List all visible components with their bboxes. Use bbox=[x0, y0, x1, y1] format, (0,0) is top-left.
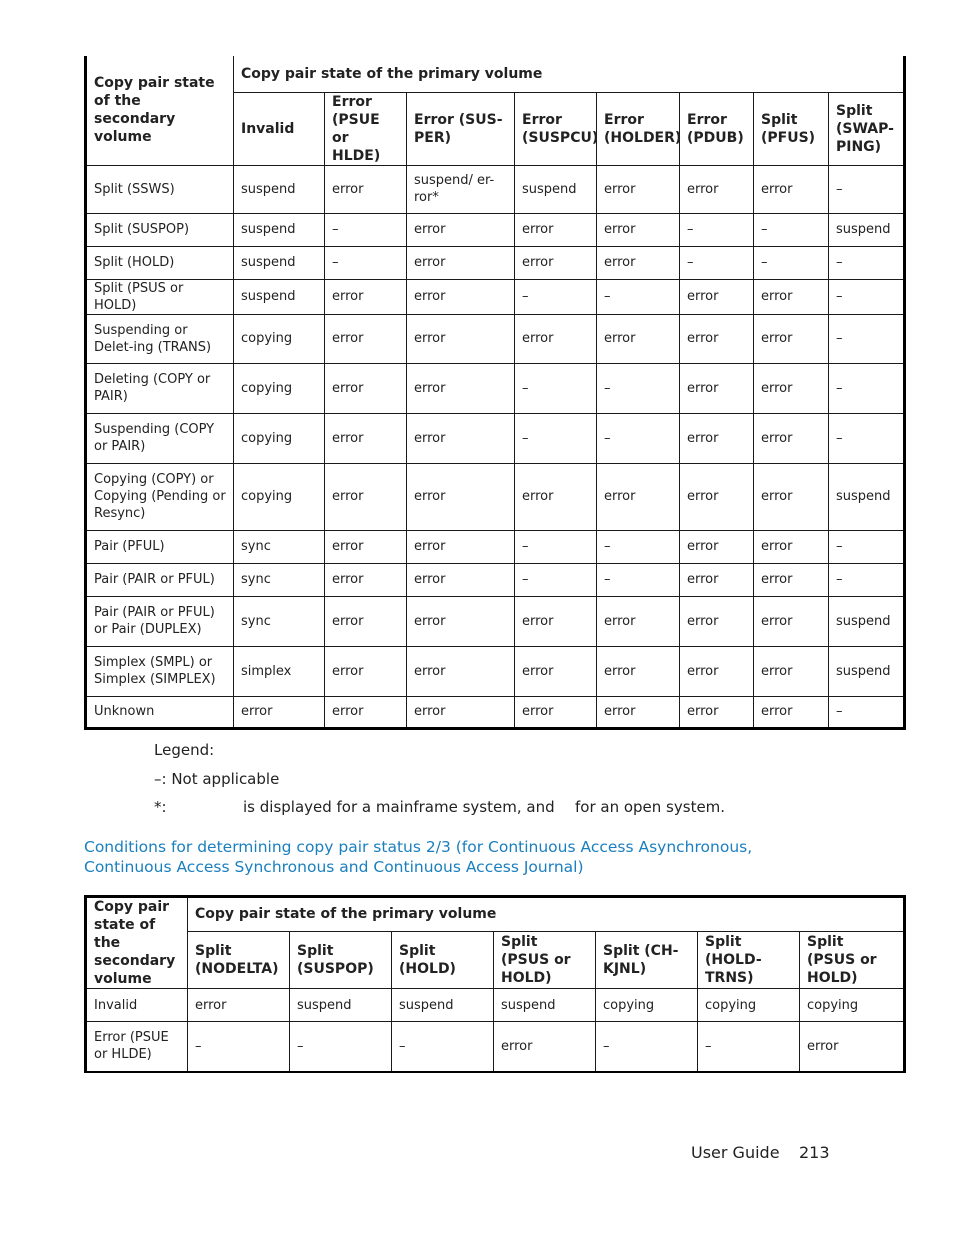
table-cell: error bbox=[754, 646, 829, 696]
column-header: Split (PSUS or HOLD) bbox=[800, 931, 905, 988]
table-cell: suspend bbox=[829, 596, 905, 646]
table-cell: – bbox=[515, 279, 597, 314]
column-header: Error (SUSPCU) bbox=[515, 92, 597, 165]
table-cell: suspend bbox=[515, 165, 597, 213]
row-label: Invalid bbox=[86, 989, 188, 1022]
table-cell: suspend bbox=[234, 213, 325, 246]
table-cell: error bbox=[680, 413, 754, 463]
table-cell: error bbox=[597, 246, 680, 279]
section-link[interactable]: Conditions for determining copy pair status 2/3 (for Continuous Access Asynchronous, Continuous Access Synchronous and Continuous Access Journal) bbox=[84, 838, 753, 876]
table-cell: error bbox=[754, 463, 829, 530]
table-row bbox=[86, 463, 905, 530]
table-cell: error bbox=[680, 563, 754, 596]
table-cell: error bbox=[680, 314, 754, 363]
table-cell: simplex bbox=[234, 646, 325, 696]
table-row bbox=[86, 363, 905, 413]
table-cell: – bbox=[597, 563, 680, 596]
column-header: Split (NODELTA) bbox=[188, 931, 290, 988]
table-cell: error bbox=[494, 1022, 596, 1072]
table-cell: error bbox=[407, 646, 515, 696]
secondary-volume-header: Copy pair state of the secondary volume bbox=[86, 56, 234, 165]
legend-star-prefix: *: bbox=[154, 798, 167, 816]
table-cell: error bbox=[597, 596, 680, 646]
secondary-volume-header: Copy pair state of the secondary volume bbox=[86, 897, 188, 989]
table-cell: error bbox=[680, 279, 754, 314]
table-cell: error bbox=[680, 530, 754, 563]
table-cell: – bbox=[290, 1022, 392, 1072]
column-header: Split (CH-KJNL) bbox=[596, 931, 698, 988]
page-number: 213 bbox=[799, 1143, 830, 1162]
table-cell: error bbox=[515, 596, 597, 646]
table-row bbox=[86, 530, 905, 563]
table-cell: error bbox=[680, 646, 754, 696]
row-label: Simplex (SMPL) or Simplex (SIMPLEX) bbox=[86, 646, 234, 696]
table-cell: suspend bbox=[392, 989, 494, 1022]
table-cell: error bbox=[188, 989, 290, 1022]
table-cell: error bbox=[325, 363, 407, 413]
table-cell: suspend bbox=[234, 165, 325, 213]
table-cell: suspend bbox=[234, 246, 325, 279]
table-cell: error bbox=[325, 463, 407, 530]
table-cell: suspend/ er-ror* bbox=[407, 165, 515, 213]
table-cell: copying bbox=[234, 363, 325, 413]
column-header: Split (SWAP-PING) bbox=[829, 92, 905, 165]
table-cell: error bbox=[515, 646, 597, 696]
table-cell: error bbox=[597, 213, 680, 246]
table-cell: error bbox=[754, 596, 829, 646]
table-cell: copying bbox=[698, 989, 800, 1022]
table-cell: error bbox=[407, 279, 515, 314]
table-row bbox=[86, 596, 905, 646]
table-cell: suspend bbox=[494, 989, 596, 1022]
table-cell: – bbox=[829, 563, 905, 596]
table-cell: error bbox=[680, 696, 754, 728]
table-cell: error bbox=[325, 696, 407, 728]
table-cell: error bbox=[754, 279, 829, 314]
table-cell: error bbox=[597, 314, 680, 363]
table-cell: error bbox=[680, 596, 754, 646]
table-cell: – bbox=[597, 530, 680, 563]
table-cell: error bbox=[515, 463, 597, 530]
table-cell: error bbox=[754, 363, 829, 413]
table-cell: – bbox=[829, 696, 905, 728]
table-cell: error bbox=[515, 314, 597, 363]
table-cell: error bbox=[597, 696, 680, 728]
column-header: Split (HOLD) bbox=[392, 931, 494, 988]
table-cell: error bbox=[234, 696, 325, 728]
table-cell: – bbox=[829, 363, 905, 413]
table-cell: error bbox=[800, 1022, 905, 1072]
table-cell: error bbox=[407, 563, 515, 596]
table-cell: sync bbox=[234, 596, 325, 646]
table-cell: error bbox=[515, 213, 597, 246]
primary-volume-group-header: Copy pair state of the primary volume bbox=[234, 56, 905, 92]
table-row bbox=[86, 246, 905, 279]
row-label: Unknown bbox=[86, 696, 234, 728]
table-row bbox=[86, 696, 905, 728]
row-label: Suspending or Delet-ing (TRANS) bbox=[86, 314, 234, 363]
table-cell: – bbox=[698, 1022, 800, 1072]
column-header: Split (HOLD-TRNS) bbox=[698, 931, 800, 988]
legend-not-applicable: –: Not applicable bbox=[154, 770, 280, 788]
table-cell: error bbox=[515, 246, 597, 279]
table-cell: error bbox=[325, 413, 407, 463]
table-cell: copying bbox=[234, 413, 325, 463]
table-cell: – bbox=[515, 530, 597, 563]
legend-star-text-open: for an open system. bbox=[575, 798, 726, 816]
table-cell: – bbox=[515, 563, 597, 596]
column-header: Split (PFUS) bbox=[754, 92, 829, 165]
table-cell: copying bbox=[234, 314, 325, 363]
table-cell: error bbox=[754, 696, 829, 728]
table-cell: error bbox=[325, 596, 407, 646]
table-cell: – bbox=[754, 246, 829, 279]
column-header: Error (PDUB) bbox=[680, 92, 754, 165]
table-cell: – bbox=[680, 246, 754, 279]
footer-label: User Guide bbox=[691, 1143, 780, 1162]
row-label: Error (PSUE or HLDE) bbox=[86, 1022, 188, 1072]
table-cell: – bbox=[829, 165, 905, 213]
table-cell: error bbox=[407, 463, 515, 530]
column-header: Error (HOLDER) bbox=[597, 92, 680, 165]
table-cell: error bbox=[407, 696, 515, 728]
column-header: Error (SUS-PER) bbox=[407, 92, 515, 165]
primary-secondary-state-table-2 bbox=[84, 895, 906, 1073]
row-label: Copying (COPY) or Copying (Pending or Resync) bbox=[86, 463, 234, 530]
table-cell: suspend bbox=[234, 279, 325, 314]
table-cell: copying bbox=[800, 989, 905, 1022]
table-cell: suspend bbox=[829, 463, 905, 530]
table-cell: – bbox=[829, 279, 905, 314]
table-cell: error bbox=[754, 530, 829, 563]
table-cell: error bbox=[407, 213, 515, 246]
table-cell: error bbox=[407, 314, 515, 363]
row-label: Deleting (COPY or PAIR) bbox=[86, 363, 234, 413]
column-header: Error (PSUE or HLDE) bbox=[325, 92, 407, 165]
table-cell: suspend bbox=[829, 213, 905, 246]
primary-secondary-state-table-1 bbox=[84, 56, 906, 730]
row-label: Pair (PAIR or PFUL) bbox=[86, 563, 234, 596]
table-cell: error bbox=[325, 530, 407, 563]
table-cell: – bbox=[754, 213, 829, 246]
table-cell: copying bbox=[596, 989, 698, 1022]
table-cell: error bbox=[680, 165, 754, 213]
table-cell: suspend bbox=[829, 646, 905, 696]
table-row bbox=[86, 165, 905, 213]
table-cell: – bbox=[392, 1022, 494, 1072]
table-cell: error bbox=[754, 165, 829, 213]
table-cell: – bbox=[515, 413, 597, 463]
table-row bbox=[86, 989, 905, 1022]
table-cell: copying bbox=[234, 463, 325, 530]
table-cell: error bbox=[325, 314, 407, 363]
table-cell: – bbox=[597, 279, 680, 314]
column-header: Invalid bbox=[234, 92, 325, 165]
row-label: Split (SUSPOP) bbox=[86, 213, 234, 246]
table-cell: – bbox=[596, 1022, 698, 1072]
table-cell: error bbox=[407, 246, 515, 279]
table-cell: – bbox=[325, 246, 407, 279]
table-cell: error bbox=[407, 413, 515, 463]
table-cell: – bbox=[597, 413, 680, 463]
table-cell: error bbox=[325, 563, 407, 596]
primary-volume-group-header: Copy pair state of the primary volume bbox=[188, 897, 905, 932]
table-cell: – bbox=[325, 213, 407, 246]
column-header: Split (SUSPOP) bbox=[290, 931, 392, 988]
table-cell: error bbox=[325, 165, 407, 213]
table-cell: error bbox=[407, 363, 515, 413]
table-cell: error bbox=[680, 463, 754, 530]
table-cell: – bbox=[829, 314, 905, 363]
table-cell: – bbox=[597, 363, 680, 413]
table-cell: – bbox=[829, 413, 905, 463]
table-cell: sync bbox=[234, 530, 325, 563]
table-cell: suspend bbox=[290, 989, 392, 1022]
table-row bbox=[86, 314, 905, 363]
table-cell: error bbox=[597, 165, 680, 213]
row-label: Split (PSUS or HOLD) bbox=[86, 279, 234, 314]
table-cell: – bbox=[188, 1022, 290, 1072]
table-cell: – bbox=[829, 530, 905, 563]
row-label: Suspending (COPY or PAIR) bbox=[86, 413, 234, 463]
table-row bbox=[86, 563, 905, 596]
table-cell: – bbox=[515, 363, 597, 413]
table-row bbox=[86, 213, 905, 246]
column-header: Split (PSUS or HOLD) bbox=[494, 931, 596, 988]
legend-star-text-mainframe: is displayed for a mainframe system, and bbox=[243, 798, 555, 816]
row-label: Pair (PAIR or PFUL) or Pair (DUPLEX) bbox=[86, 596, 234, 646]
table-row bbox=[86, 1022, 905, 1072]
table-cell: error bbox=[680, 363, 754, 413]
table-cell: error bbox=[325, 646, 407, 696]
table-cell: error bbox=[754, 314, 829, 363]
table-row bbox=[86, 413, 905, 463]
table-cell: – bbox=[829, 246, 905, 279]
table-cell: error bbox=[407, 530, 515, 563]
table-cell: error bbox=[515, 696, 597, 728]
table-row bbox=[86, 646, 905, 696]
table-cell: error bbox=[597, 463, 680, 530]
row-label: Split (HOLD) bbox=[86, 246, 234, 279]
table-cell: error bbox=[325, 279, 407, 314]
row-label: Pair (PFUL) bbox=[86, 530, 234, 563]
row-label: Split (SSWS) bbox=[86, 165, 234, 213]
table-cell: error bbox=[754, 563, 829, 596]
table-cell: error bbox=[754, 413, 829, 463]
table-cell: error bbox=[407, 596, 515, 646]
table-cell: – bbox=[680, 213, 754, 246]
legend-title: Legend: bbox=[154, 741, 215, 759]
table-cell: sync bbox=[234, 563, 325, 596]
table-row bbox=[86, 279, 905, 314]
table-cell: error bbox=[597, 646, 680, 696]
